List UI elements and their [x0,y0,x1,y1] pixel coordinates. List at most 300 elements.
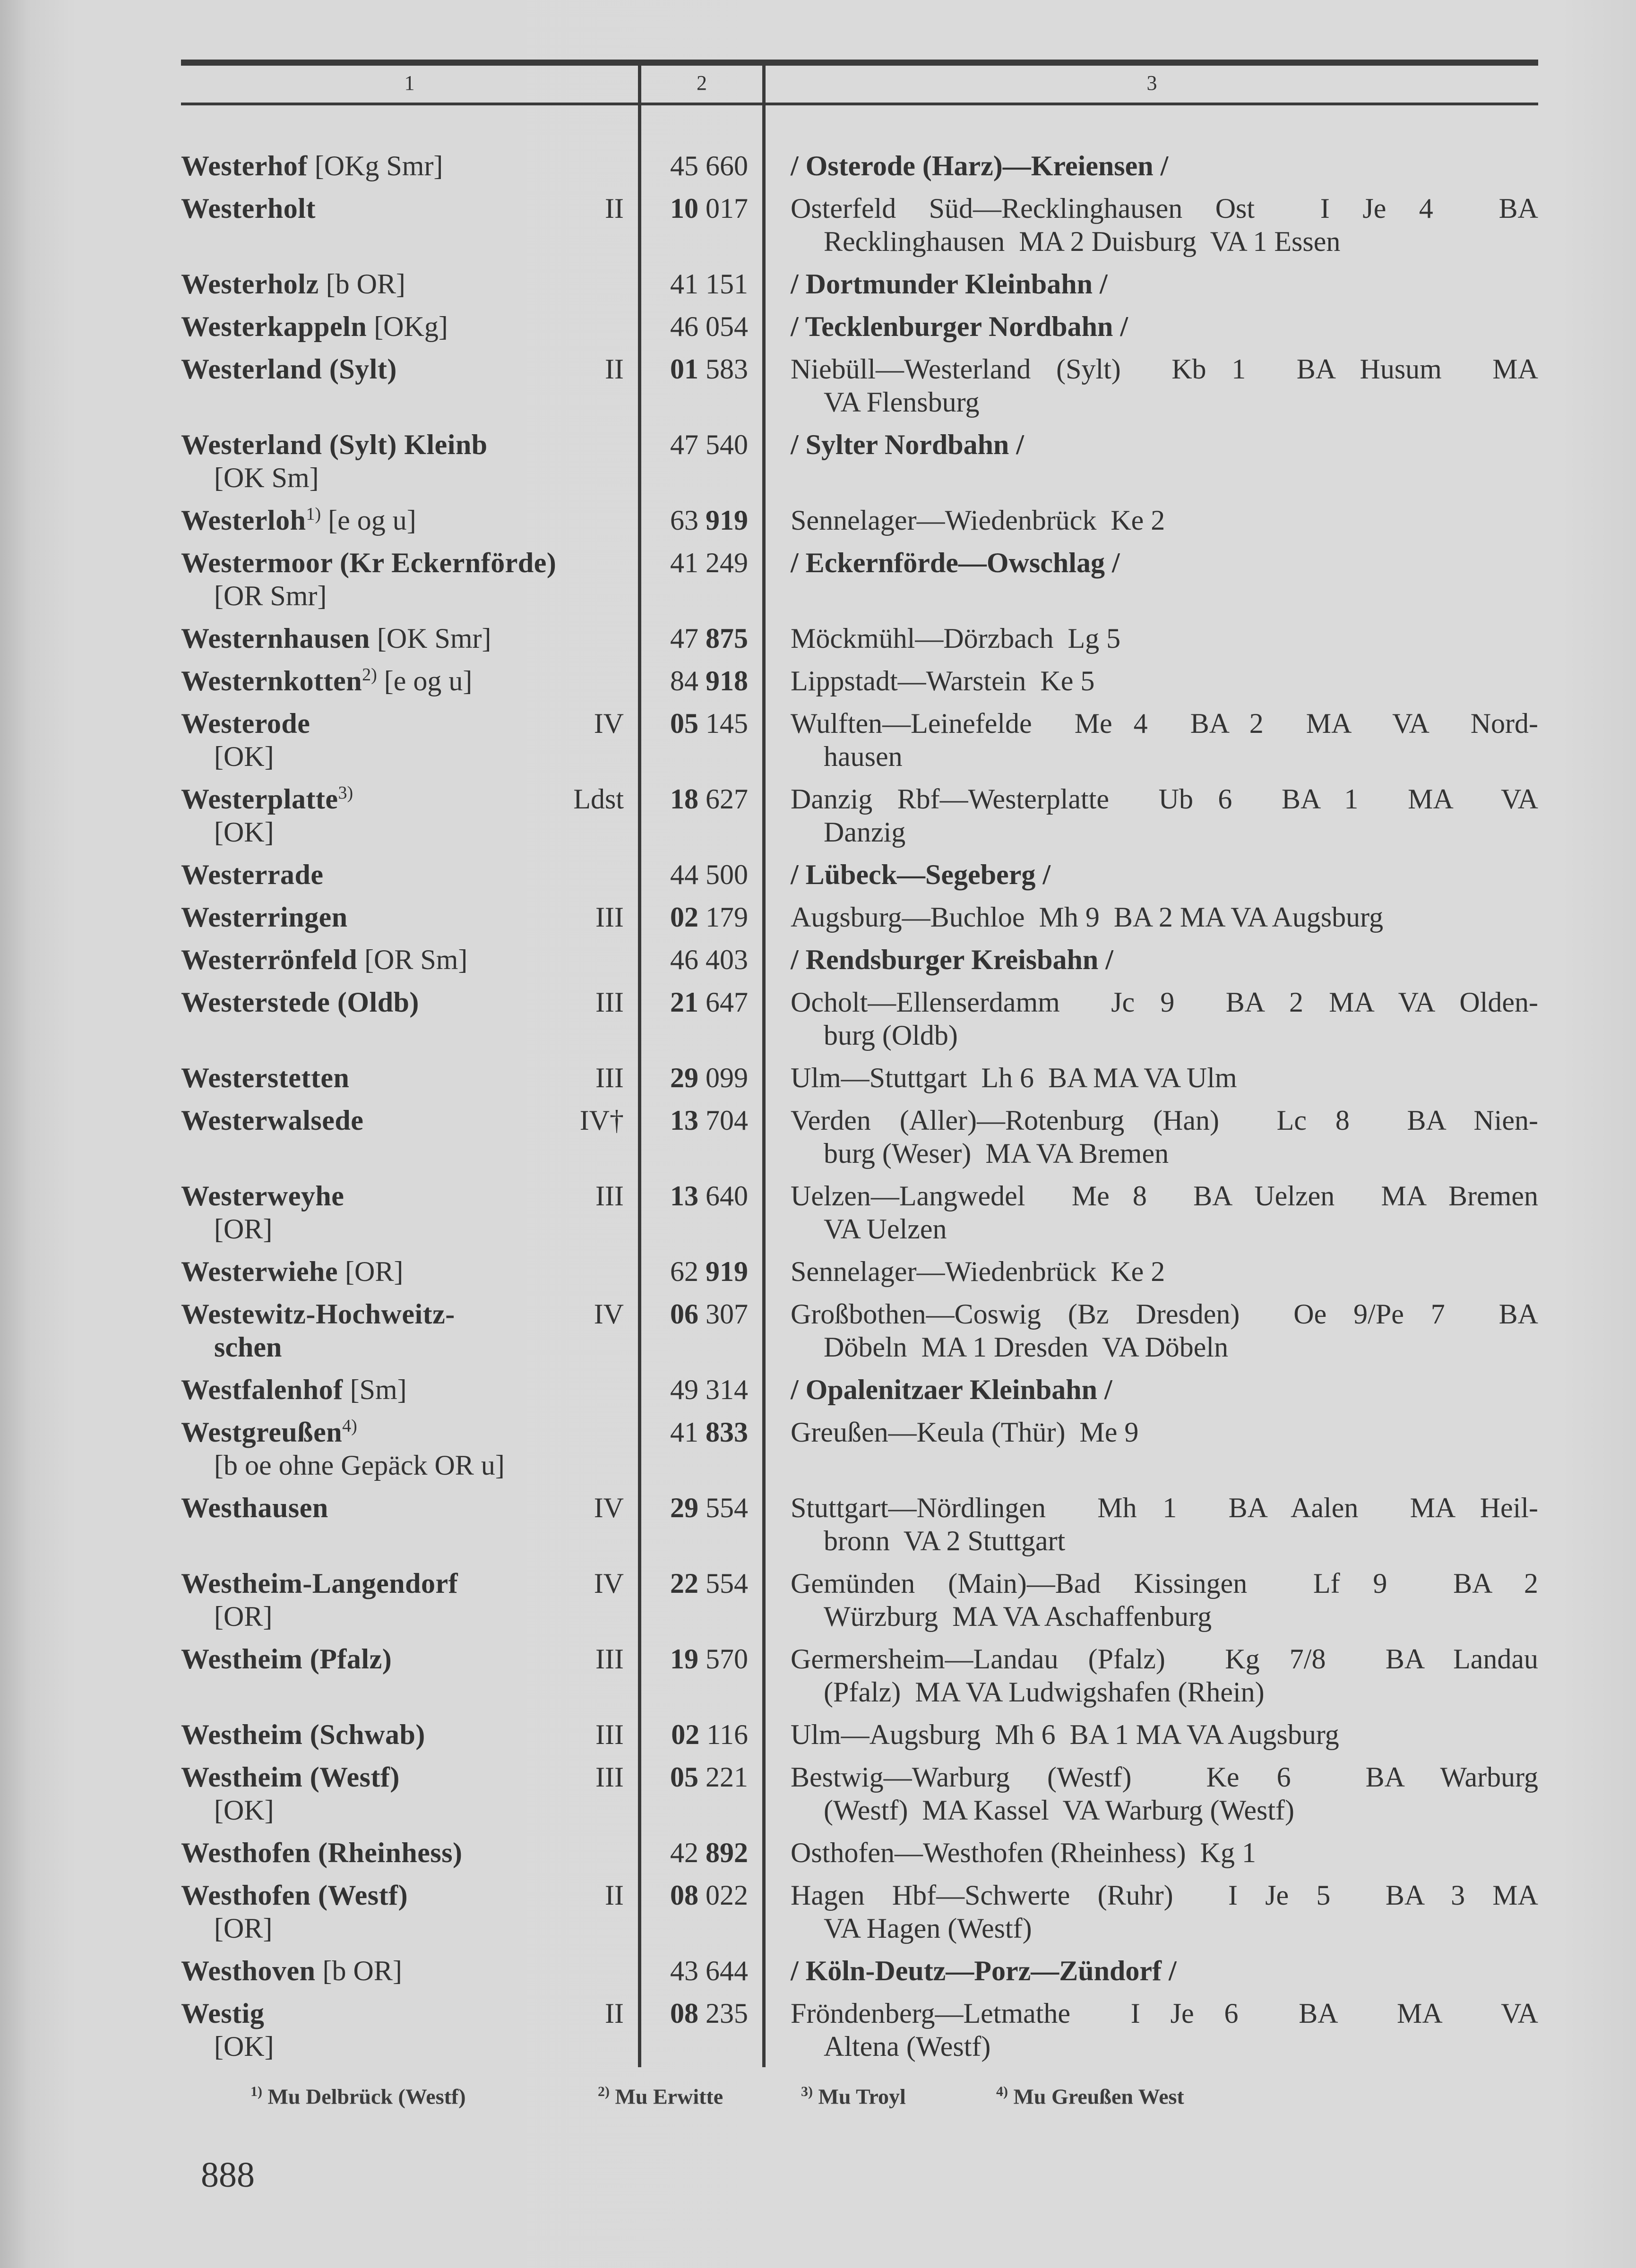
station-line [181,310,638,343]
table-row [181,1751,1538,1827]
footnote-1: $^{1)}$ Mu Delbrück (Westf) [250,2084,466,2109]
table-row [181,1869,1538,1945]
station-number [638,1179,762,1246]
route-cell [762,1718,1538,1751]
route-cell [762,943,1538,976]
route-line: Gemünden (Main)—Bad Kissingen Lf 9 BA 2 [791,1568,1538,1599]
route-line: Danzig Rbf—Westerplatte Ub 6 BA 1 MA VA [791,783,1538,815]
route-cell [762,1954,1538,1987]
number-part: 01 [670,353,698,385]
station-line [181,546,638,579]
route-cell [762,310,1538,343]
number-part: 540 [706,429,748,460]
route-cell [762,1179,1538,1246]
number-part: 49 [670,1374,698,1405]
station-class: IV† [579,1105,624,1136]
route-cell [762,1255,1538,1288]
number-part: 02 [670,902,698,933]
station-name: Westig [181,1998,265,2029]
station-line-2: [OR Smr] [214,580,327,611]
number-part: 099 [706,1062,748,1093]
footnote-ref: 3) [338,783,353,803]
number-part: 44 [670,859,698,890]
table-row [181,1246,1538,1288]
number-part: 29 [670,1492,698,1523]
number-part: 918 [706,665,748,696]
station-line [181,986,638,1019]
station-cell [181,1761,638,1827]
station-line [181,1416,638,1449]
station-cell [181,858,638,891]
station-cell [181,352,638,419]
footnote-ref: 4) [342,1416,357,1436]
route-line: Osterfeld Süd—Recklinghausen Ost I Je 4 BA [791,193,1538,224]
station-line [181,1761,638,1794]
table-row [181,612,1538,655]
number-part: 13 [670,1105,698,1136]
route-cell [762,1104,1538,1170]
route-line: / Rendsburger Kreisbahn / [791,944,1113,975]
station-number [638,1491,762,1557]
number-part: 179 [706,902,748,933]
number-part: 640 [706,1180,748,1211]
route-cell [762,986,1538,1052]
station-cell [181,1997,638,2063]
table-row [181,655,1538,697]
station-number [638,546,762,612]
station-line-2: [OK] [214,741,274,772]
station-class: III [595,902,624,933]
station-name: Westerringen [181,902,348,933]
station-line [181,1954,638,1987]
station-number [638,1061,762,1094]
number-part: 403 [706,944,748,975]
station-number [638,622,762,655]
station-line-2: [OR] [214,1913,273,1944]
station-line [181,1642,638,1675]
number-part: 221 [706,1761,748,1793]
number-part: 05 [670,708,698,739]
route-line: Stuttgart—Nördlingen Mh 1 BA Aalen MA Heil- [791,1492,1538,1523]
column-header-1: 1 [404,71,415,94]
station-line [181,192,638,225]
number-part: 13 [670,1180,698,1211]
number-part: 47 [670,429,698,460]
table-row [181,1052,1538,1094]
station-cell [181,707,638,773]
number-part: 18 [670,783,698,815]
station-line-2: [OK] [214,1795,274,1826]
station-codes: [b OR] [319,268,405,300]
table-row [181,1094,1538,1170]
route-line: Germersheim—Landau (Pfalz) Kg 7/8 BA Landau [791,1643,1538,1675]
route-line: Hagen Hbf—Schwerte (Ruhr) I Je 5 BA 3 MA [791,1880,1538,1911]
number-part: 10 [670,193,698,224]
route-line: / Tecklenburger Nordbahn / [791,311,1128,342]
station-line [181,1061,638,1094]
table-row [181,258,1538,301]
number-part: 660 [706,150,748,181]
station-cell [181,428,638,494]
station-name: Westgreußen [181,1417,343,1448]
route-line: Bestwig—Warburg (Westf) Ke 6 BA Warburg [791,1761,1538,1793]
route-cell [762,352,1538,419]
station-name: Westheim-Langendorf [181,1568,458,1599]
station-codes: [e og u] [321,505,416,536]
number-part: 833 [706,1417,748,1448]
station-line [181,1491,638,1524]
number-part: 919 [706,1256,748,1287]
station-number [638,1718,762,1751]
route-cell [762,622,1538,655]
number-part: 21 [670,987,698,1018]
station-class: IV [594,1298,624,1330]
station-name: Westfalenhof [181,1374,343,1405]
table-row [181,976,1538,1052]
number-part: 46 [670,311,698,342]
station-number [638,986,762,1052]
number-part: 42 [670,1837,698,1868]
number-part: 41 [670,547,698,578]
station-name: Westerstede (Oldb) [181,987,419,1018]
number-part: 314 [706,1374,748,1405]
station-number [638,504,762,537]
station-line [181,622,638,655]
route-line: / Eckernförde—Owschlag / [791,547,1120,578]
table-row [181,934,1538,976]
station-cell [181,1642,638,1709]
station-class: II [605,193,624,224]
station-cell [181,1954,638,1987]
route-line: Verden (Aller)—Rotenburg (Han) Lc 8 BA Nien- [791,1105,1538,1136]
station-name: Westernhausen [181,623,370,654]
number-part: 307 [706,1298,748,1330]
number-part: 84 [670,665,698,696]
station-codes: [OR Sm] [357,944,468,975]
route-line: Altena (Westf) [824,2031,991,2062]
station-number [638,858,762,891]
station-line [181,1997,638,2030]
footnote-3: $^{3)}$ Mu Troyl [801,2084,906,2109]
station-cell [181,1255,638,1288]
number-part: 145 [706,708,748,739]
table-row [181,182,1538,258]
station-number [638,310,762,343]
route-line: Fröndenberg—Letmathe I Je 6 BA MA VA [791,1998,1538,2029]
station-line [181,428,638,461]
number-part: 62 [670,1256,698,1287]
number-part: 022 [706,1880,748,1911]
station-number [638,1373,762,1406]
station-line [181,267,638,301]
station-name: Westerholz [181,268,319,300]
number-part: 116 [706,1719,748,1750]
station-codes: [e og u] [377,665,473,696]
station-cell [181,1836,638,1869]
route-cell [762,1373,1538,1406]
station-number [638,352,762,419]
route-line: / Dortmunder Kleinbahn / [791,268,1108,300]
footnote-ref: 1) [306,504,321,524]
station-cell [181,664,638,697]
number-part: 43 [670,1955,698,1986]
number-part: 704 [706,1105,748,1136]
table-row [181,537,1538,612]
header-rule [181,103,1538,105]
station-class: III [595,1719,624,1750]
station-line-2: schen [214,1332,282,1363]
table-row [181,1557,1538,1633]
number-part: 06 [670,1298,698,1330]
number-part: 08 [670,1880,698,1911]
table-row [181,1827,1538,1869]
station-number [638,1567,762,1633]
station-class: III [595,1643,624,1675]
station-line [181,1879,638,1912]
route-line: Würzburg MA VA Aschaffenburg [824,1601,1212,1632]
station-cell [181,1718,638,1751]
route-cell [762,1879,1538,1945]
station-table [181,140,1538,2063]
number-part: 46 [670,944,698,975]
station-name: Westhofen (Westf) [181,1880,408,1911]
route-line: Möckmühl—Dörzbach Lg 5 [791,623,1121,654]
station-cell [181,782,638,849]
number-part: 08 [670,1998,698,2029]
station-number [638,664,762,697]
station-line [181,352,638,386]
station-line [181,782,638,816]
route-line: VA Hagen (Westf) [824,1913,1032,1944]
route-line: hausen [824,741,903,772]
route-line: (Pfalz) MA VA Ludwigshafen (Rhein) [824,1676,1265,1708]
route-cell [762,546,1538,612]
station-cell [181,1567,638,1633]
station-name: Westerloh [181,505,306,536]
station-class: II [605,1880,624,1911]
station-name: Westernkotten [181,665,362,696]
station-name: Westerweyhe [181,1180,344,1211]
station-name: Westerhof [181,150,308,181]
station-class: III [595,1062,624,1093]
table-row [181,301,1538,343]
footnote-ref: 2) [362,665,377,685]
station-name: Westerrade [181,859,324,890]
station-codes: [OK Smr] [370,623,491,654]
number-part: 554 [706,1568,748,1599]
number-part: 235 [706,1998,748,2029]
route-cell [762,428,1538,494]
number-part: 41 [670,268,698,300]
number-part: 45 [670,150,698,181]
route-line: Ulm—Stuttgart Lh 6 BA MA VA Ulm [791,1062,1237,1093]
station-number [638,943,762,976]
number-part: 017 [706,193,748,224]
station-name: Westerwiehe [181,1256,338,1287]
station-cell [181,943,638,976]
number-part: 554 [706,1492,748,1523]
station-cell [181,1491,638,1557]
route-line: Ulm—Augsburg Mh 6 BA 1 MA VA Augsburg [791,1719,1339,1750]
route-line: Recklinghausen MA 2 Duisburg VA 1 Essen [824,226,1341,257]
number-part: 19 [670,1643,698,1675]
station-line [181,943,638,976]
number-part: 02 [671,1719,700,1750]
route-line: / Sylter Nordbahn / [791,429,1024,460]
station-line [181,1255,638,1288]
station-cell [181,1061,638,1094]
number-part: 054 [706,311,748,342]
station-number [638,1416,762,1482]
table-row [181,697,1538,773]
station-cell [181,504,638,537]
route-line: Osthofen—Westhofen (Rheinhess) Kg 1 [791,1837,1256,1868]
station-cell [181,1416,638,1482]
route-cell [762,1297,1538,1364]
route-line: Greußen—Keula (Thür) Me 9 [791,1417,1139,1448]
route-line: Sennelager—Wiedenbrück Ke 2 [791,505,1165,536]
column-header-2: 2 [697,71,707,94]
route-line: Ocholt—Ellenserdamm Jc 9 BA 2 MA VA Olden- [791,987,1538,1018]
station-name: Westerland (Sylt) [181,353,397,385]
route-cell [762,149,1538,182]
table-row [181,1987,1538,2063]
station-line [181,707,638,740]
route-cell [762,192,1538,258]
station-codes: [OR] [338,1256,404,1287]
station-name: Westerholt [181,193,316,224]
station-class: IV [594,708,624,739]
station-number [638,192,762,258]
station-line [181,1567,638,1600]
table-row [181,1945,1538,1987]
route-line: Großbothen—Coswig (Bz Dresden) Oe 9/Pe 7 BA [791,1298,1538,1330]
route-line: Wulften—Leinefelde Me 4 BA 2 MA VA Nord- [791,708,1538,739]
route-line: Lippstadt—Warstein Ke 5 [791,665,1095,696]
route-line: burg (Weser) MA VA Bremen [824,1138,1169,1169]
station-line [181,1104,638,1137]
route-cell [762,1761,1538,1827]
station-name: Westerplatte [181,783,338,815]
route-cell [762,858,1538,891]
table-row [181,494,1538,537]
route-cell [762,1567,1538,1633]
station-line [181,149,638,182]
station-codes: [b OR] [315,1955,402,1986]
number-part: 151 [706,268,748,300]
route-cell [762,901,1538,934]
number-part: 583 [706,353,748,385]
table-row [181,849,1538,891]
route-line: VA Uelzen [824,1213,947,1245]
table-row [181,1170,1538,1246]
station-cell [181,149,638,182]
route-line: / Osterode (Harz)—Kreiensen / [791,150,1169,181]
number-part: 22 [670,1568,698,1599]
station-number [638,901,762,934]
station-class: II [605,353,624,385]
station-name: Westheim (Pfalz) [181,1643,392,1675]
station-cell [181,901,638,934]
station-cell [181,986,638,1052]
route-line: burg (Oldb) [824,1020,958,1051]
station-line [181,858,638,891]
station-line-2: [OK] [214,816,274,848]
station-line [181,1718,638,1751]
number-part: 627 [706,783,748,815]
station-class: III [595,1761,624,1793]
station-line [181,1373,638,1406]
station-cell [181,267,638,301]
table-row [181,773,1538,849]
route-line: (Westf) MA Kassel VA Warburg (Westf) [824,1795,1294,1826]
station-number [638,707,762,773]
number-part: 05 [670,1761,698,1793]
station-name: Westhoven [181,1955,316,1986]
station-number [638,1997,762,2063]
route-line: Sennelager—Wiedenbrück Ke 2 [791,1256,1165,1287]
station-class: II [605,1998,624,2029]
route-cell [762,782,1538,849]
table-row [181,1364,1538,1406]
table-row [181,419,1538,494]
route-line: / Köln-Deutz—Porz—Zündorf / [791,1955,1177,1986]
footnote-4: $^{4)}$ Mu Greußen West [996,2084,1184,2109]
station-line-2: [b oe ohne Gepäck OR u] [214,1450,505,1481]
station-number [638,1255,762,1288]
route-line: / Lübeck—Segeberg / [791,859,1050,890]
station-cell [181,1373,638,1406]
number-part: 647 [706,987,748,1018]
table-row [181,140,1538,182]
table-row [181,1633,1538,1709]
top-rule [181,60,1538,66]
station-line-2: [OK Sm] [214,462,319,493]
column-header-3: 3 [1146,71,1157,94]
number-part: 919 [706,505,748,536]
station-class: IV [594,1492,624,1523]
station-cell [181,192,638,258]
station-cell [181,1879,638,1945]
station-cell [181,622,638,655]
station-name: Westerrönfeld [181,944,358,975]
station-number [638,1879,762,1945]
number-part: 644 [706,1955,748,1986]
number-part: 47 [670,623,698,654]
station-line [181,1836,638,1869]
page-number: 888 [201,2155,255,2195]
station-name: Westermoor (Kr Eckernförde) [181,547,557,578]
route-line: Augsburg—Buchloe Mh 9 BA 2 MA VA Augsburg [791,902,1384,933]
station-number [638,428,762,494]
station-name: Westerode [181,708,310,739]
route-line: Niebüll—Westerland (Sylt) Kb 1 BA Husum MA [791,353,1538,385]
route-line: Danzig [824,816,906,848]
table-row [181,343,1538,419]
station-line [181,664,638,697]
station-number [638,1104,762,1170]
number-part: 500 [706,859,748,890]
station-name: Westhausen [181,1492,328,1523]
station-class: Ldst [573,783,624,815]
number-part: 63 [670,505,698,536]
table-row [181,1406,1538,1482]
route-cell [762,664,1538,697]
station-line [181,1179,638,1212]
route-line: bronn VA 2 Stuttgart [824,1525,1066,1556]
route-cell [762,1416,1538,1482]
station-line-2: [OR] [214,1601,273,1632]
